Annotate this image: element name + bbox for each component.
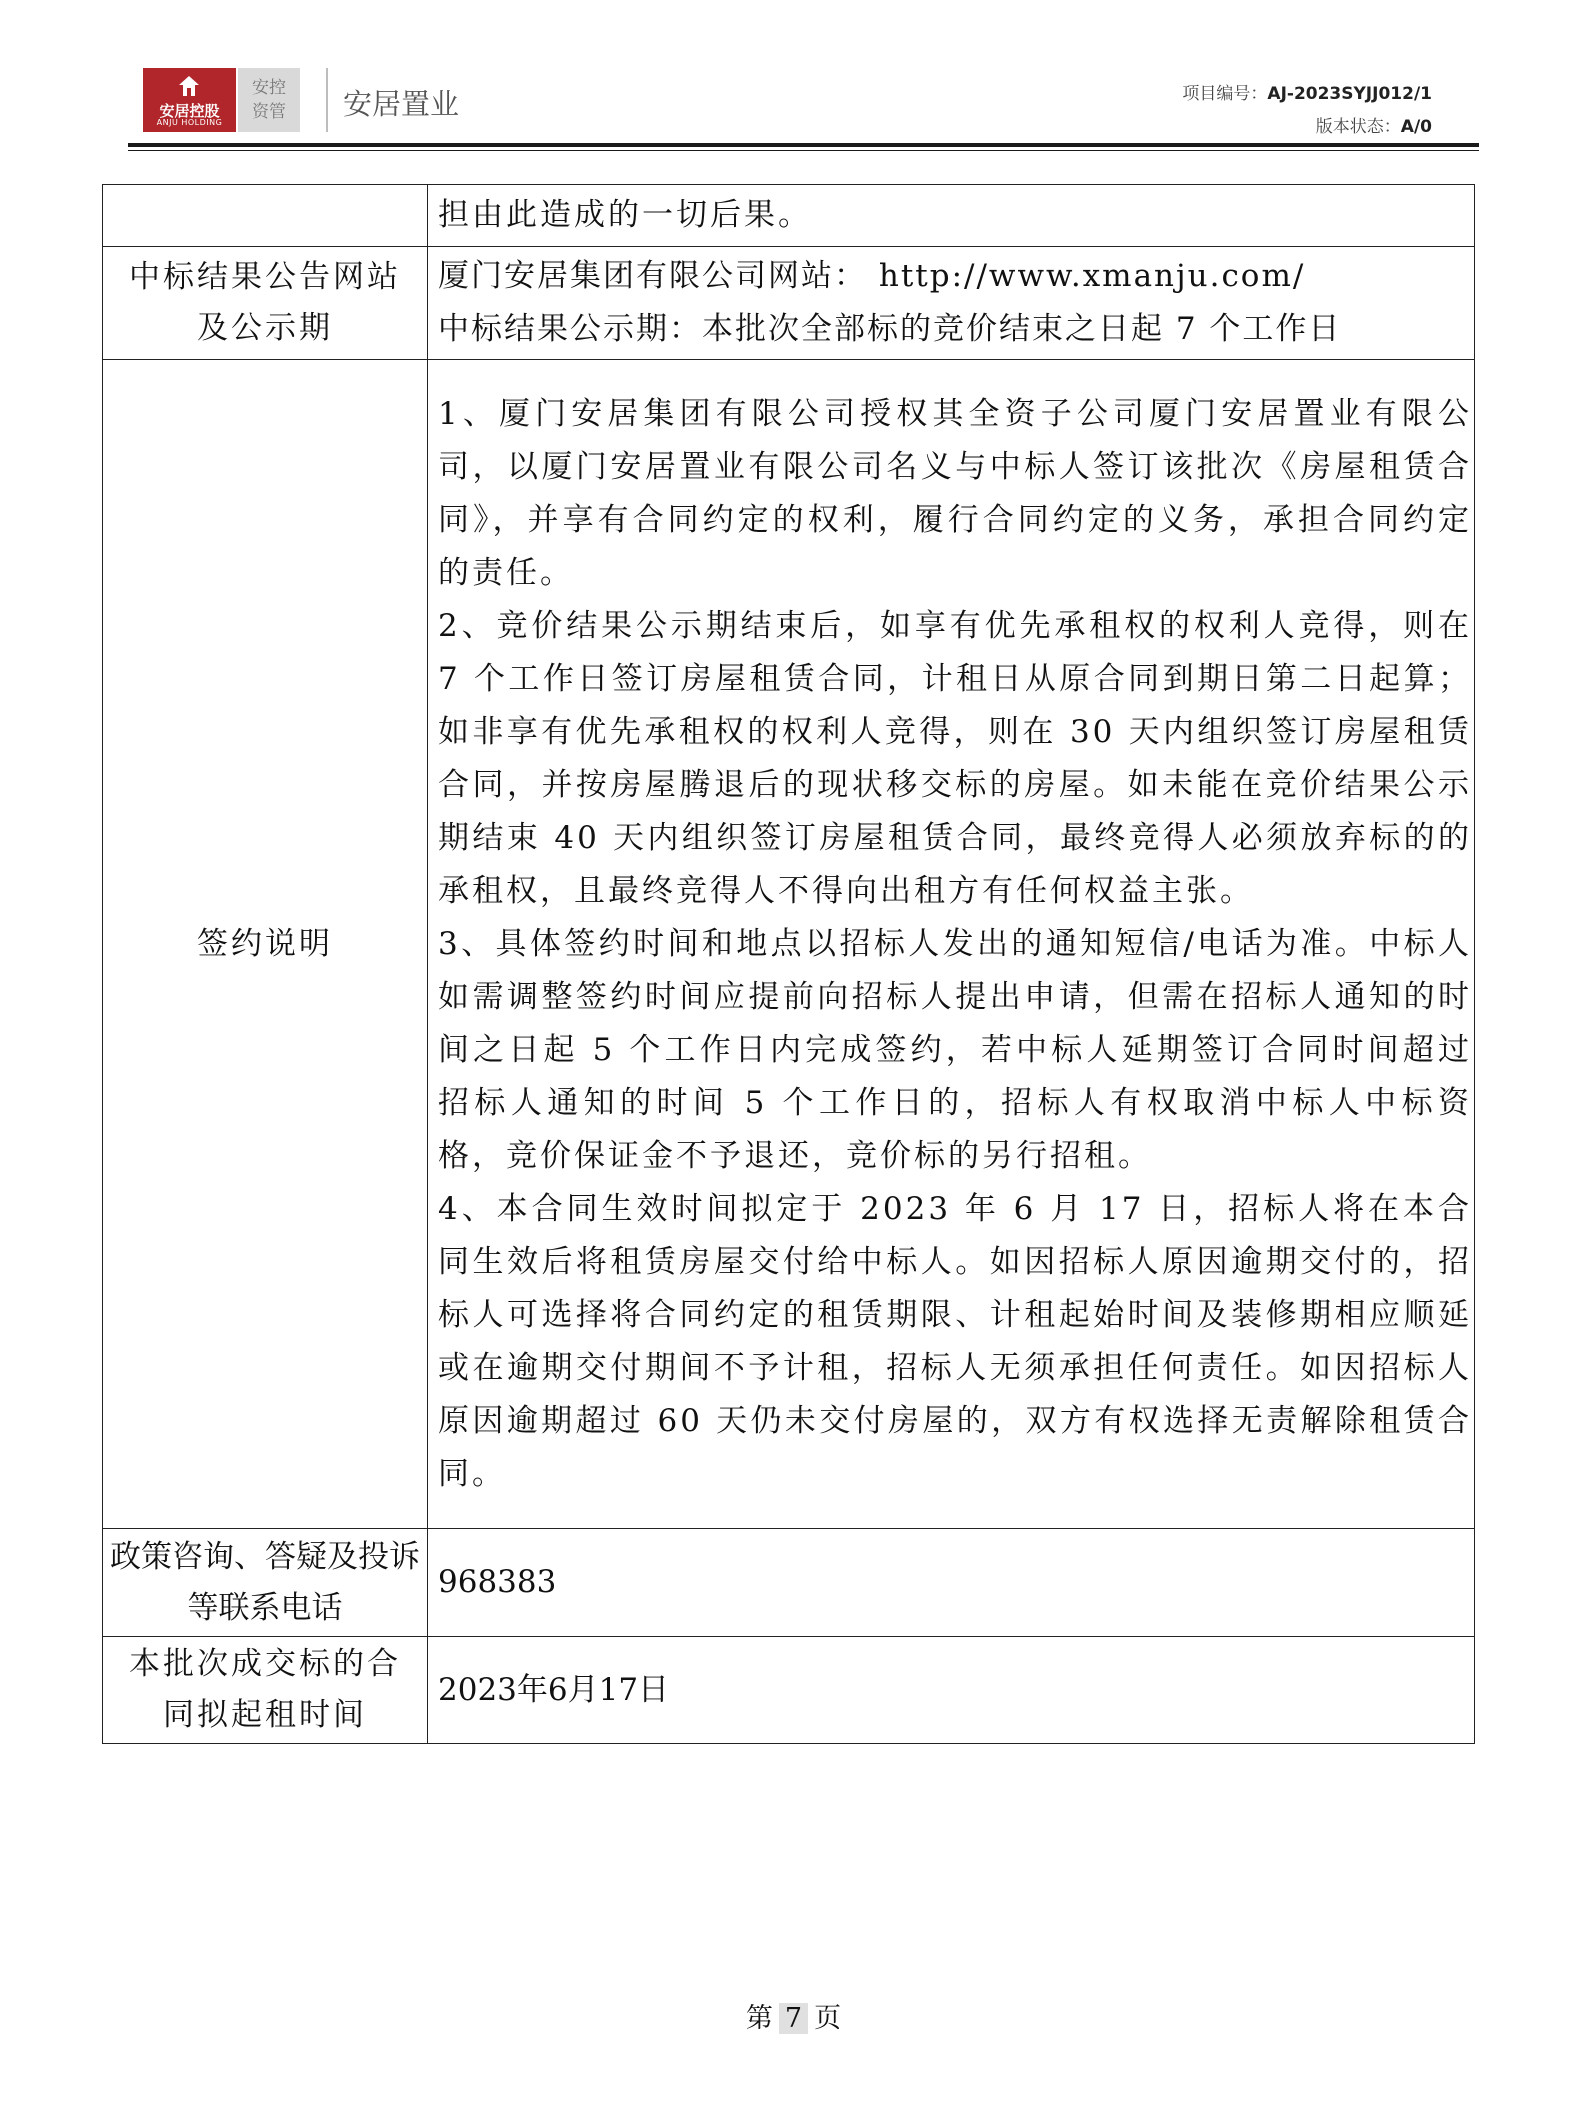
logo-english-text: ANJU HOLDING (156, 118, 223, 127)
page-suffix: 页 (814, 2003, 842, 2034)
website-line: 厦门安居集团有限公司网站： http://www.xmanju.com/ (438, 258, 1306, 294)
table-row (103, 360, 1475, 1529)
company-name: 安居置业 (343, 87, 460, 121)
page-prefix: 第 (745, 2003, 773, 2034)
page-number: 7 (779, 2003, 808, 2034)
row-label (103, 1529, 428, 1637)
clause-3: 3、具体签约时间和地点以招标人发出的通知短信/电话为准。中标人如需调整签约时间应提前向招标人提出申请，但需在招标人通知的时间之日起 5 个工作日内完成签约，若中标人延期签订合同时间超过招标人通知的时间 5 个工作日的，招标人有权取消中标人中标资格，竞价保证金不予退还，竞价标的另行招租。 (438, 925, 1472, 1174)
table-row (103, 1637, 1475, 1744)
sub-logo-line2: 资管 (252, 102, 286, 122)
header-rule-thin (128, 150, 1479, 151)
table-row (103, 247, 1475, 360)
sub-brand-logo (238, 68, 300, 132)
clause-2: 2、竞价结果公示期结束后，如享有优先承租权的权利人竞得，则在 7 个工作日签订房屋租赁合同，计租日从原合同到期日第二日起算；如非享有优先承租权的权利人竞得，则在 30 天内组织签订房屋租赁合同，并按房屋腾退后的现状移交标的房屋。如未能在竞价结果公示期结束 40 天内组织签订房屋租赁合同，最终竞得人必须放弃标的的承租权，且最终竞得人不得向出租方有任何权益主张。 (438, 607, 1472, 909)
tender-info-table (102, 184, 1475, 1744)
row-label (103, 185, 428, 247)
clause-1: 1、厦门安居集团有限公司授权其全资子公司厦门安居置业有限公司，以厦门安居置业有限公司名义与中标人签订该批次《房屋租赁合同》，并享有合同约定的权利，履行合同约定的义务，承担合同约定的责任。 (438, 395, 1472, 591)
clause-4: 4、本合同生效时间拟定于 2023 年 6 月 17 日，招标人将在本合同生效后将租赁房屋交付给中标人。如因招标人原因逾期交付的，招标人可选择将合同约定的租赁期限、计租起始时间及装修期相应顺延或在逾期交付期间不予计租，招标人无须承担任何责任。如因招标人原因逾期超过 60 天仍未交付房屋的，双方有权选择无责解除租赁合同。 (438, 1190, 1472, 1492)
label-line: 等联系电话 (187, 1589, 343, 1626)
project-number-label: 项目编号： (1182, 84, 1268, 104)
table-row (103, 185, 1475, 247)
project-number-value: AJ-2023SYJJ012/1 (1267, 84, 1432, 104)
publicity-period-line: 中标结果公示期：本批次全部标的竞价结束之日起 7 个工作日 (438, 311, 1342, 347)
row-label: 签约说明 (103, 360, 428, 1529)
version-status (1182, 111, 1432, 144)
label-line: 同拟起租时间 (163, 1697, 367, 1733)
row-content: 担由此造成的一切后果。 (428, 185, 1475, 247)
document-meta (1182, 78, 1432, 144)
label-line: 政策咨询、答疑及投诉 (110, 1538, 420, 1575)
version-label: 版本状态： (1315, 117, 1401, 137)
page-footer (0, 1996, 1587, 2035)
row-label (103, 247, 428, 360)
lease-start-date: 2023年6月17日 (428, 1637, 1475, 1744)
header-divider (326, 68, 328, 132)
row-content (428, 247, 1475, 360)
table-row (103, 1529, 1475, 1637)
version-value: A/0 (1400, 117, 1432, 137)
header-rule-thick (128, 143, 1479, 147)
label-line: 及公示期 (197, 310, 333, 346)
logo-chinese-text: 安居控股 (159, 102, 220, 120)
label-line: 中标结果公告网站 (129, 259, 401, 295)
sub-logo-line1: 安控 (252, 78, 286, 98)
contact-phone: 968383 (428, 1529, 1475, 1637)
signing-instructions (428, 360, 1475, 1529)
label-line: 本批次成交标的合 (129, 1646, 401, 1682)
project-number (1182, 78, 1432, 111)
house-logo-icon (177, 74, 201, 98)
anju-holding-logo (143, 68, 236, 132)
row-label (103, 1637, 428, 1744)
